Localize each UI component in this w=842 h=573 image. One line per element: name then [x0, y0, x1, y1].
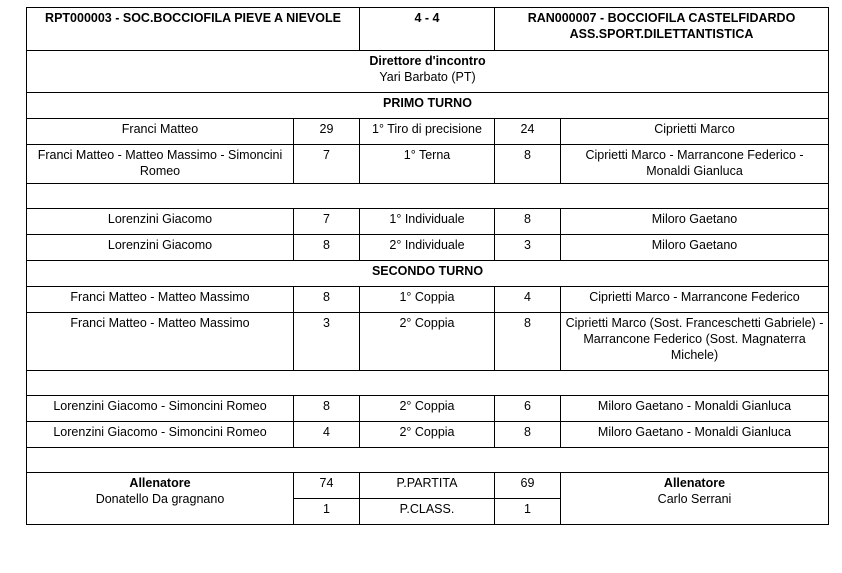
section-secondo-turno: SECONDO TURNO	[27, 261, 829, 287]
footer-row-partita	[27, 473, 829, 499]
event-name: 1° Individuale	[360, 209, 495, 235]
away-coach-cell	[561, 473, 829, 525]
home-score: 4	[294, 422, 360, 448]
event-name: 1° Tiro di precisione	[360, 119, 495, 145]
home-player: Franci Matteo	[27, 119, 294, 145]
away-player: Miloro Gaetano	[561, 209, 829, 235]
spacer-row	[27, 184, 829, 209]
table-row	[27, 287, 829, 313]
spacer-row	[27, 448, 829, 473]
director-name: Yari Barbato (PT)	[379, 70, 476, 84]
director-label: Direttore d'incontro	[369, 54, 486, 68]
away-player: Ciprietti Marco - Marrancone Federico - Monaldi Gianluca	[561, 145, 829, 184]
away-team-name	[495, 8, 829, 51]
home-coach-label: Allenatore	[129, 476, 191, 490]
away-score: 4	[495, 287, 561, 313]
section-row	[27, 261, 829, 287]
away-score: 8	[495, 422, 561, 448]
away-coach-label: Allenatore	[663, 476, 726, 490]
away-player: Miloro Gaetano	[561, 235, 829, 261]
home-score: 8	[294, 396, 360, 422]
match-score: 4 - 4	[360, 8, 495, 51]
header-row	[27, 8, 829, 51]
away-player: Ciprietti Marco - Marrancone Federico	[561, 287, 829, 313]
away-partita-points: 69	[495, 473, 561, 499]
away-coach-name: Carlo Serrani	[657, 492, 732, 506]
away-score: 8	[495, 209, 561, 235]
event-name: 2° Coppia	[360, 313, 495, 371]
spacer-row	[27, 371, 829, 396]
home-score: 7	[294, 145, 360, 184]
home-player: Lorenzini Giacomo - Simoncini Romeo	[27, 396, 294, 422]
event-name: 2° Coppia	[360, 422, 495, 448]
table-row	[27, 209, 829, 235]
home-player: Lorenzini Giacomo - Simoncini Romeo	[27, 422, 294, 448]
away-class-points: 1	[495, 499, 561, 525]
away-score: 24	[495, 119, 561, 145]
event-name: 1° Terna	[360, 145, 495, 184]
spacer-cell	[27, 448, 829, 473]
home-coach-cell	[27, 473, 294, 525]
table-row	[27, 396, 829, 422]
section-row	[27, 93, 829, 119]
away-score: 3	[495, 235, 561, 261]
home-score: 8	[294, 235, 360, 261]
class-label: P.CLASS.	[360, 499, 495, 525]
home-score: 29	[294, 119, 360, 145]
section-primo-turno: PRIMO TURNO	[27, 93, 829, 119]
away-team-line1: RAN000007 - BOCCIOFILA CASTELFIDARDO	[527, 11, 796, 25]
table-row	[27, 422, 829, 448]
partita-label: P.PARTITA	[360, 473, 495, 499]
director-cell	[27, 51, 829, 93]
away-player: Miloro Gaetano - Monaldi Gianluca	[561, 396, 829, 422]
director-row	[27, 51, 829, 93]
away-player: Ciprietti Marco	[561, 119, 829, 145]
home-player: Lorenzini Giacomo	[27, 235, 294, 261]
away-score: 6	[495, 396, 561, 422]
home-player: Franci Matteo - Matteo Massimo - Simoncini Romeo	[27, 145, 294, 184]
home-team-name: RPT000003 - SOC.BOCCIOFILA PIEVE A NIEVOLE	[27, 8, 360, 51]
event-name: 2° Coppia	[360, 396, 495, 422]
home-player: Franci Matteo - Matteo Massimo	[27, 287, 294, 313]
match-report-table	[26, 7, 829, 525]
spacer-cell	[27, 371, 829, 396]
away-player: Ciprietti Marco (Sost. Franceschetti Gabriele) - Marrancone Federico (Sost. Magnaterra Michele)	[561, 313, 829, 371]
away-player: Miloro Gaetano - Monaldi Gianluca	[561, 422, 829, 448]
away-score: 8	[495, 313, 561, 371]
event-name: 1° Coppia	[360, 287, 495, 313]
event-name: 2° Individuale	[360, 235, 495, 261]
home-partita-points: 74	[294, 473, 360, 499]
home-player: Franci Matteo - Matteo Massimo	[27, 313, 294, 371]
table-row	[27, 145, 829, 184]
table-row	[27, 119, 829, 145]
home-player: Lorenzini Giacomo	[27, 209, 294, 235]
home-score: 7	[294, 209, 360, 235]
spacer-cell	[27, 184, 829, 209]
home-class-points: 1	[294, 499, 360, 525]
home-score: 8	[294, 287, 360, 313]
home-coach-name: Donatello Da gragnano	[95, 492, 225, 506]
table-row	[27, 235, 829, 261]
away-score: 8	[495, 145, 561, 184]
home-score: 3	[294, 313, 360, 371]
away-team-line2: ASS.SPORT.DILETTANTISTICA	[569, 27, 754, 41]
table-row	[27, 313, 829, 371]
